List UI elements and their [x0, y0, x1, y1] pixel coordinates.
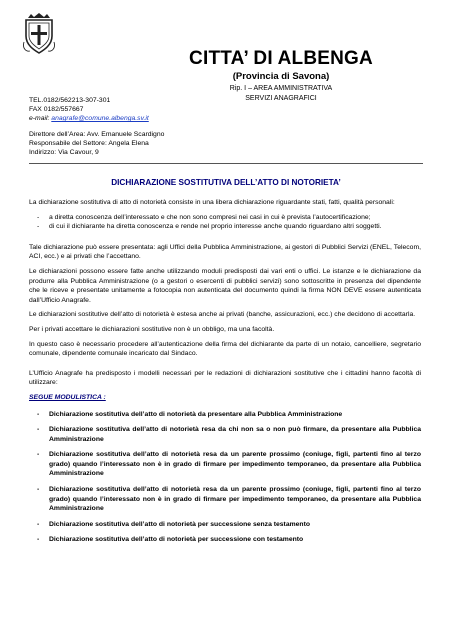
- forms-list: [29, 410, 421, 546]
- document-title: DICHIARAZIONE SOSTITUTIVA DELL’ATTO DI NOTORIETA’: [111, 178, 341, 187]
- manager-line: Responsabile del Settore: Angela Elena: [29, 140, 149, 147]
- form-item: - Dichiarazione sostitutiva dell’atto di notorietà resa da chi non sa o non può firmare, da presentare alla Pubblica Amministrazione: [29, 425, 421, 444]
- form-item: - Dichiarazione sostitutiva dell’atto di notorietà per successione con testamento: [29, 535, 421, 545]
- form-item: - Dichiarazione sostitutiva dell’atto di notorietà resa da un parente prossimo (coniuge, figli, partenti fino al terzo grado) quando l’interessato non è in grado di firmare per impedimento temporaneo, da presentare alla Pubblica Amministrazione: [29, 450, 421, 479]
- fax-number: FAX 0182/557667: [29, 106, 84, 113]
- list-item: - a diretta conoscenza dell’interessato e che non sono compresi nei casi in cui è prevista l’autocertificazione;: [29, 213, 421, 223]
- criteria-list: [29, 213, 421, 232]
- department-line: Rip. I – AREA AMMINISTRATIVA: [229, 85, 333, 92]
- director-line: Direttore dell’Area: Avv. Emanuele Scardigno: [29, 131, 165, 138]
- document-body: [29, 198, 421, 551]
- form-item: - Dichiarazione sostitutiva dell’atto di notorietà resa da un parente prossimo (coniuge, figli, partenti fino al terzo grado) quando l’interessato non è in grado di firmare per impedimento temporaneo, da presentare alla Pubblica Amministrazione: [29, 485, 421, 514]
- email-link[interactable]: anagrafe@comune.albenga.sv.it: [51, 115, 149, 122]
- separator-rule: [29, 163, 423, 164]
- form-item: - Dichiarazione sostitutiva dell’atto di notorietà da presentare alla Pubblica Amministrazione: [29, 410, 421, 420]
- private-extension-paragraph: Le dichiarazioni sostitutive dell’atto di notorietà è estesa anche ai privati (banche, assicurazioni, ecc.) che decidono di accettarla.: [29, 311, 416, 319]
- form-item: - Dichiarazione sostitutiva dell’atto di notorietà per successione senza testamento: [29, 520, 421, 530]
- list-item: - di cui il dichiarante ha diretta conoscenza e rende nel proprio interesse anche quando riguardano altri soggetti.: [29, 222, 421, 232]
- forms-heading: SEGUE MODULISTICA :: [29, 393, 106, 401]
- submission-paragraph: Tale dichiarazione può essere presentata: agli Uffici della Pubblica Amministrazione, ai gestori di Pubblici Servizi (ENEL, Telecom, ACI, ecc.) e ai privati che l’accettano.: [29, 243, 421, 261]
- email-line: [29, 114, 149, 124]
- private-option-paragraph: Per i privati accettare le dichiarazioni sostitutive non è un obbligo, ma una facoltà.: [29, 325, 275, 333]
- city-title: CITTA’ DI ALBENGA: [189, 48, 373, 69]
- phone-number: TEL.0182/562213-307-301: [29, 97, 111, 104]
- coat-of-arms-icon: [22, 12, 56, 54]
- models-paragraph: L’Ufficio Anagrafe ha predisposto i modelli necessari per le redazioni di dichiarazioni sostitutive che i cittadini hanno facoltà di utilizzare:: [29, 369, 421, 387]
- forms-paragraph: Le dichiarazioni possono essere fatte anche utilizzando moduli predisposti dai vari enti o uffici. Le istanze e le dichiarazione da produrre alla Pubblica Amministrazione (o a gestori o esercenti di pubblici servizi) sono sottoscritte in presenza del dipendente che le riceve e presentate unitamente a fotocopia non autenticata del documento quindi la firma NON DEVE essere autenticata dall’Ufficio Anagrafe.: [29, 267, 421, 304]
- intro-paragraph: La dichiarazione sostitutiva di atto di notorietà consiste in una libera dichiarazione riguardante stati, fatti, qualità personali:: [29, 199, 395, 206]
- address-line: Indirizzo: Via Cavour, 9: [29, 149, 99, 156]
- email-label: e-mail:: [29, 115, 52, 122]
- authentication-paragraph: In questo caso è necessario procedere all’autenticazione della firma del dichiarante da parte di un notaio, cancelliere, segretario comunale, dipendente comunale incaricato dal Sindaco.: [29, 340, 421, 358]
- service-line: SERVIZI ANAGRAFICI: [245, 95, 317, 102]
- province-subtitle: (Provincia di Savona): [232, 71, 330, 82]
